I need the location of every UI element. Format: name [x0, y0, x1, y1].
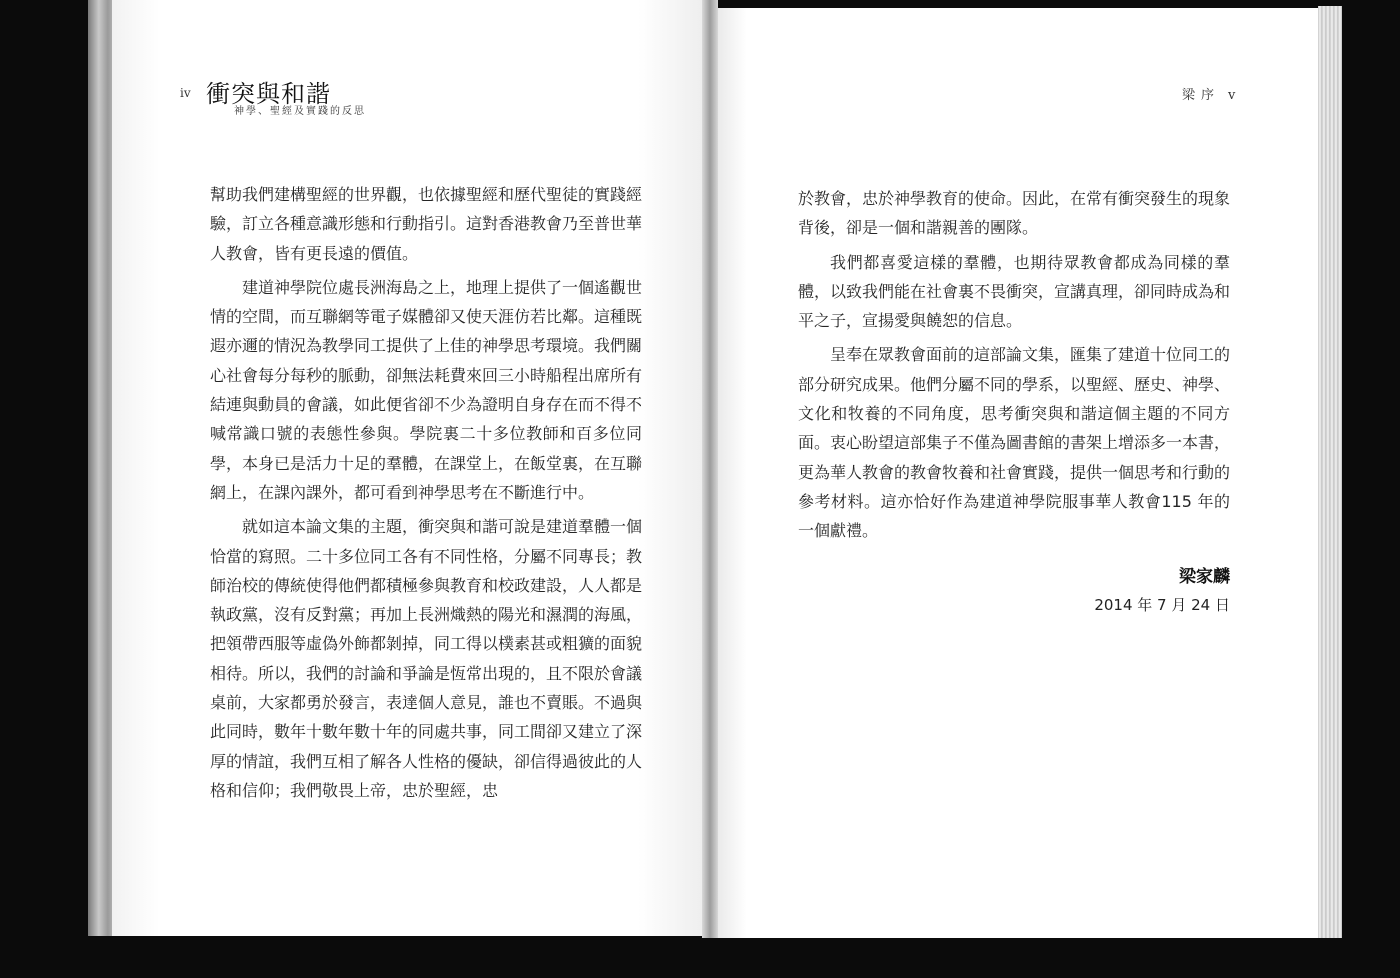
book-title: 衝突與和諧 [206, 80, 331, 108]
book-subtitle: 神學、聖經及實踐的反思 [234, 106, 366, 117]
right-page-number: v [1228, 88, 1236, 103]
signature-date: 2014 年 7 月 24 日 [1094, 596, 1230, 614]
paragraph: 幫助我們建構聖經的世界觀，也依據聖經和歷代聖徒的實踐經驗，訂立各種意識形態和行動指引。這對香港教會乃至普世華人教會，皆有更長遠的價值。 [210, 185, 643, 263]
paragraph: 建道神學院位處長洲海島之上，地理上提供了一個遙觀世情的空間，而互聯網等電子媒體卻又使天涯仿若比鄰。這種既遐亦邇的情況為教學同工提供了上佳的神學思考環境。我們關心社會每分每秒的脈動，卻無法耗費來回三小時船程出席所有結連與動員的會議，如此便省卻不少為證明自身存在而不得不喊常識口號的表態性參與。學院裏二十多位教師和百多位同學，本身已是活力十足的羣體，在課堂上，在飯堂裏，在互聯網上，在課內課外，都可看到神學思考在不斷進行中。 [210, 277, 643, 502]
paragraph: 我們都喜愛這樣的羣體，也期待眾教會都成為同樣的羣體，以致我們能在社會裏不畏衝突，宣講真理，卻同時成為和平之子，宣揚愛與饒恕的信息。 [798, 252, 1231, 331]
left-running-header [180, 74, 480, 124]
page-edges-right [1318, 6, 1342, 938]
paragraph: 就如這本論文集的主題，衝突與和諧可說是建道羣體一個恰當的寫照。二十多位同工各有不同性格，分屬不同專長；教師治校的傳統使得他們都積極參與教育和校政建設，人人都是執政黨，沒有反對黨；再加上長洲熾熱的陽光和濕潤的海風，把領帶西服等虛偽外飾都剝掉，同工得以樸素甚或粗獷的面貌相待。所以，我們的討論和爭論是恆常出現的，且不限於會議桌前，大家都勇於發言，表達個人意見，誰也不賣賬。不過與此同時，數年十數年數十年的同處共事，同工間卻又建立了深厚的情誼，我們互相了解各人性格的優缺，卻信得過彼此的人格和信仰；我們敬畏上帝，忠於聖經，忠 [210, 517, 643, 800]
book-gutter [702, 0, 718, 938]
left-page-number: iv [180, 86, 191, 100]
left-body-text [210, 180, 642, 810]
right-running-header [1182, 84, 1282, 104]
paragraph: 於教會，忠於神學教育的使命。因此，在常有衝突發生的現象背後，卻是一個和諧親善的團隊。 [798, 189, 1231, 238]
right-body-text [798, 184, 1230, 551]
author-signature: 梁家麟 [1179, 567, 1230, 587]
paragraph: 呈奉在眾教會面前的這部論文集，匯集了建道十位同工的部分研究成果。他們分屬不同的學系，以聖經、歷史、神學、文化和牧養的不同角度，思考衝突與和諧這個主題的不同方面。衷心盼望這部集子不僅為圖書館的書架上增添多一本書，更為華人教會的教會牧養和社會實踐，提供一個思考和行動的參考材料。這亦恰好作為建道神學院服事華人教會115 年的一個獻禮。 [798, 345, 1231, 541]
chapter-title: 梁序 [1182, 88, 1221, 103]
